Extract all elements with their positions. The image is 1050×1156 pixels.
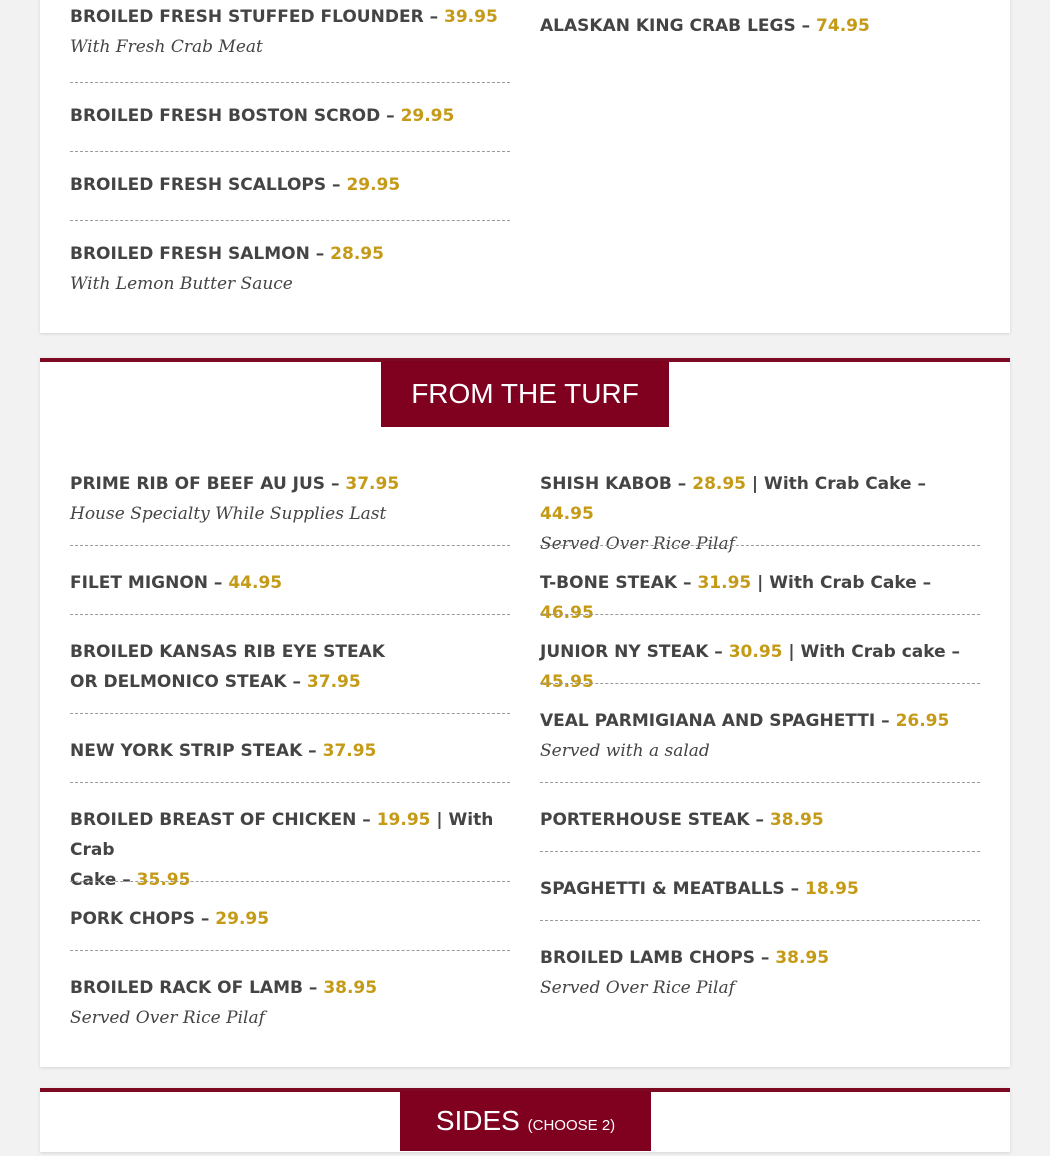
- divider: [540, 782, 980, 783]
- menu-item: NEW YORK STRIP STEAK – 37.95: [70, 741, 377, 761]
- price: 44.95: [228, 573, 283, 593]
- item-description: With Fresh Crab Meat: [70, 37, 263, 57]
- item-description: With Lemon Butter Sauce: [70, 274, 293, 294]
- price: 35.95: [136, 870, 191, 890]
- divider: [540, 683, 980, 684]
- menu-item: SPAGHETTI & MEATBALLS – 18.95: [540, 879, 859, 899]
- menu-item: PORK CHOPS – 29.95: [70, 909, 270, 929]
- sides-card: [40, 1088, 1010, 1152]
- item-description: Served Over Rice Pilaf: [540, 978, 735, 998]
- menu-item: T-BONE STEAK – 31.95 | With Crab Cake – 46.95: [540, 573, 932, 623]
- item-description: House Specialty While Supplies Last: [70, 504, 387, 524]
- price: 29.95: [400, 106, 455, 126]
- price: 37.95: [322, 741, 377, 761]
- section-title-banner: FROM THE TURF: [381, 361, 669, 427]
- price: 37.95: [345, 474, 400, 494]
- turf-card: [40, 358, 1010, 1067]
- divider: [540, 851, 980, 852]
- price: 19.95: [376, 810, 431, 830]
- menu-item: FILET MIGNON – 44.95: [70, 573, 283, 593]
- divider: [70, 151, 510, 152]
- menu-item: PRIME RIB OF BEEF AU JUS – 37.95 House Specialty While Supplies Last: [70, 469, 510, 529]
- price: 38.95: [775, 948, 830, 968]
- divider: [540, 545, 980, 546]
- price: 18.95: [805, 879, 859, 899]
- divider: [70, 614, 510, 615]
- divider: [70, 713, 510, 714]
- seafood-card: [40, 0, 1010, 333]
- price: 39.95: [444, 7, 498, 27]
- divider: [70, 82, 510, 83]
- price: 28.95: [330, 244, 384, 264]
- price: 29.95: [215, 909, 270, 929]
- menu-item: ALASKAN KING CRAB LEGS – 74.95: [540, 16, 870, 36]
- menu-item: BROILED FRESH SCALLOPS – 29.95: [70, 175, 401, 195]
- menu-item: BROILED LAMB CHOPS – 38.95 Served Over Rice Pilaf: [540, 943, 980, 1003]
- price: 44.95: [540, 504, 594, 524]
- menu-item: JUNIOR NY STEAK – 30.95 | With Crab cake – 45.95: [540, 642, 961, 692]
- divider: [70, 950, 510, 951]
- item-description: Served Over Rice Pilaf: [70, 1008, 265, 1028]
- price: 37.95: [306, 672, 361, 692]
- price: 29.95: [346, 175, 401, 195]
- price: 38.95: [769, 810, 824, 830]
- price: 38.95: [323, 978, 378, 998]
- price: 30.95: [728, 642, 783, 662]
- divider: [70, 545, 510, 546]
- menu-item: PORTERHOUSE STEAK – 38.95: [540, 810, 824, 830]
- divider: [70, 220, 510, 221]
- menu-item: BROILED FRESH SALMON – 28.95 With Lemon Butter Sauce: [70, 239, 510, 299]
- menu-item: BROILED KANSAS RIB EYE STEAK OR DELMONICO STEAK – 37.95: [70, 642, 385, 692]
- menu-item: BROILED FRESH BOSTON SCROD – 29.95: [70, 106, 455, 126]
- divider: [70, 782, 510, 783]
- section-title-banner: SIDES (CHOOSE 2): [400, 1091, 651, 1151]
- menu-item: BROILED RACK OF LAMB – 38.95 Served Over Rice Pilaf: [70, 973, 510, 1033]
- divider: [540, 920, 980, 921]
- menu-item: BROILED FRESH STUFFED FLOUNDER – 39.95 With Fresh Crab Meat: [70, 2, 510, 62]
- price: 31.95: [697, 573, 752, 593]
- menu-item: VEAL PARMIGIANA AND SPAGHETTI – 26.95 Served with a salad: [540, 706, 980, 766]
- price: 28.95: [692, 474, 747, 494]
- divider: [70, 881, 510, 882]
- item-description: Served with a salad: [540, 741, 710, 761]
- menu-item: BROILED BREAST OF CHICKEN – 19.95 | With Crab Cake – 35.95: [70, 810, 494, 890]
- menu-item: SHISH KABOB – 28.95 | With Crab Cake – 44.95 Served Over Rice Pilaf: [540, 469, 980, 559]
- item-description: Served Over Rice Pilaf: [540, 534, 735, 554]
- divider: [540, 614, 980, 615]
- price: 26.95: [895, 711, 950, 731]
- price: 46.95: [540, 603, 594, 623]
- price: 74.95: [816, 16, 870, 36]
- price: 45.95: [540, 672, 594, 692]
